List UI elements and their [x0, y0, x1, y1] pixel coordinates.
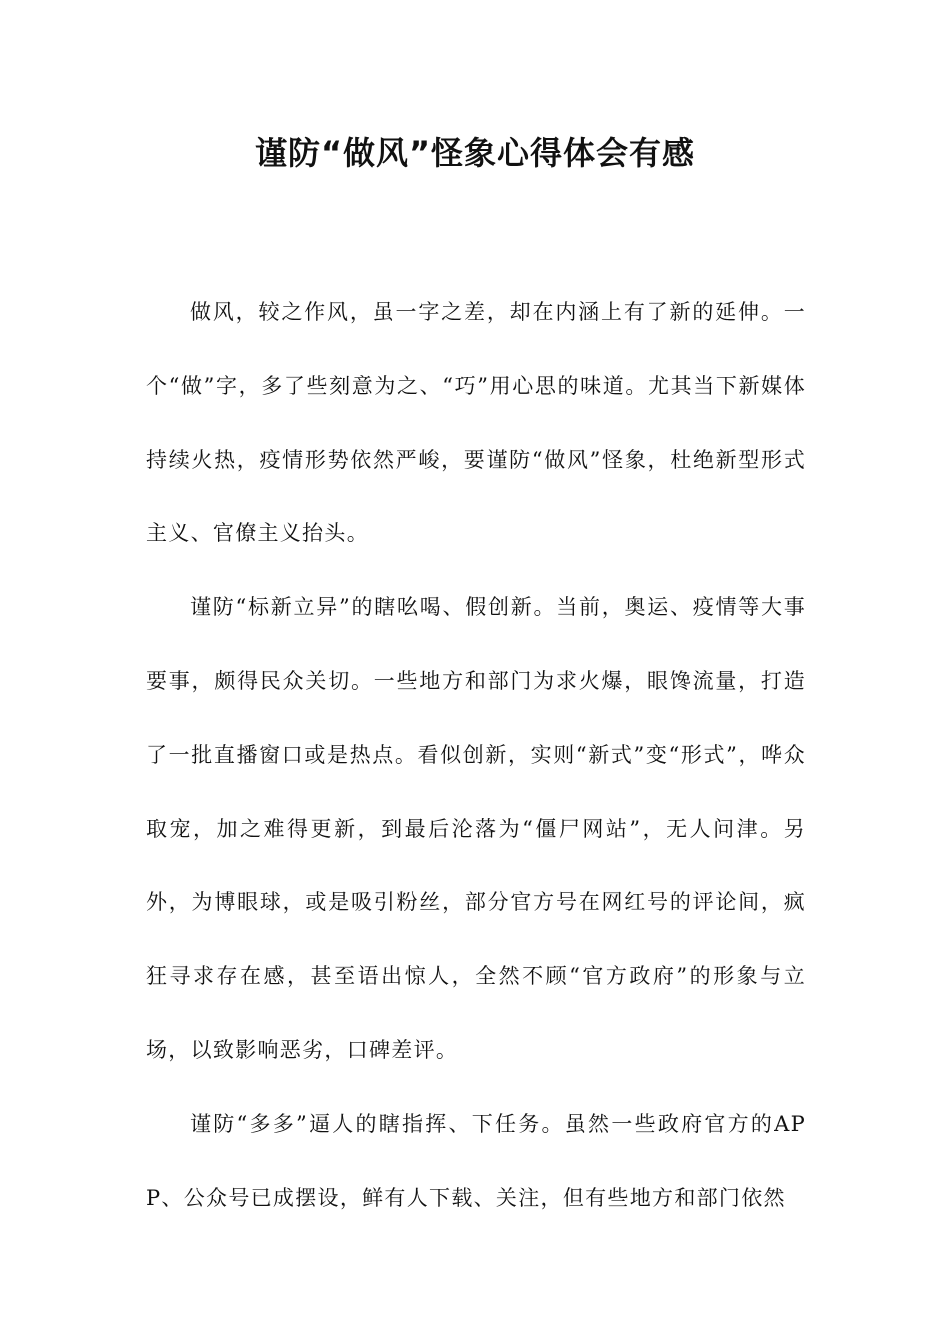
paragraph-1: 做风，较之作风，虽一字之差，却在内涵上有了新的延伸。一个“做”字，多了些刻意为之、“巧”用心思的味道。尤其当下新媒体持续火热，疫情形势依然严峻，要谨防“做风”怪象，杜绝新型形式主义、官僚主义抬头。	[146, 300, 806, 546]
document-body	[146, 276, 806, 1235]
paragraph-2: 谨防“标新立异”的瞎吆喝、假创新。当前，奥运、疫情等大事要事，颇得民众关切。一些地方和部门为求火爆，眼馋流量，打造了一批直播窗口或是热点。看似创新，实则“新式”变“形式”，哗众取宠，加之难得更新，到最后沦落为“僵尸网站”，无人问津。另外，为博眼球，或是吸引粉丝，部分官方号在网红号的评论间，疯狂寻求存在感，甚至语出惊人，全然不顾“官方政府”的形象与立场，以致影响恶劣，口碑差评。	[146, 595, 806, 1062]
document-title: 谨防“做风”怪象心得体会有感	[254, 134, 696, 172]
paragraph-3: 谨防“多多”逼人的瞎指挥、下任务。虽然一些政府官方的APP、公众号已成摆设，鲜有人下载、关注，但有些地方和部门依然	[146, 1111, 806, 1210]
